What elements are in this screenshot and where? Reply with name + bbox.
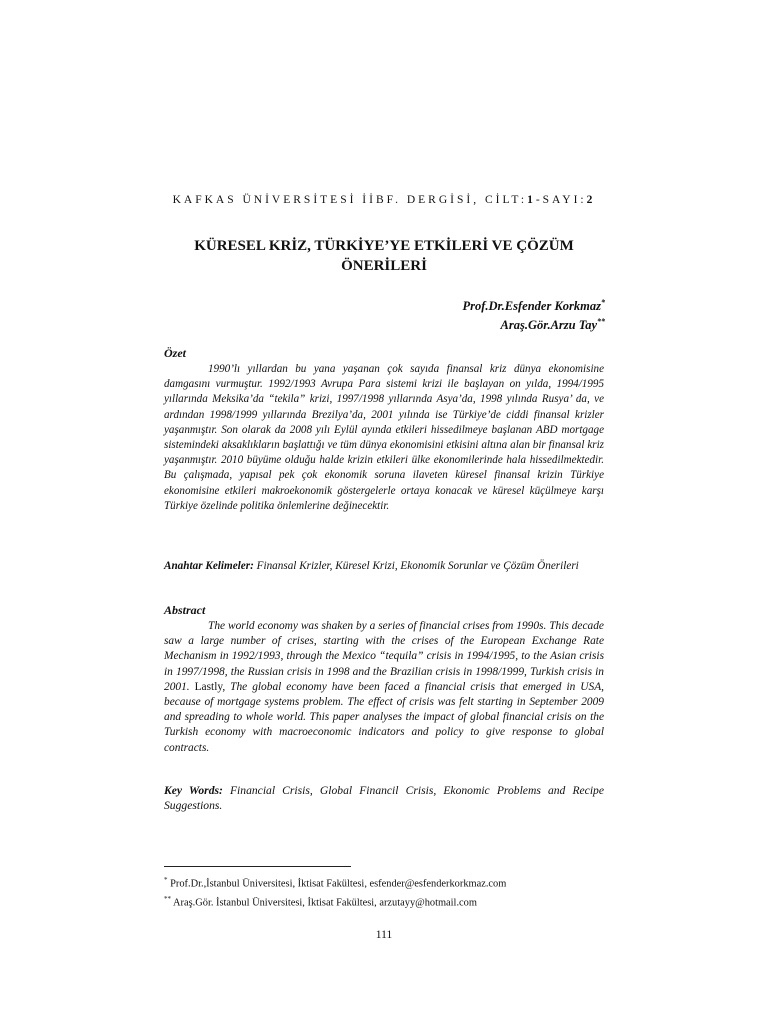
footnote-2 (164, 892, 604, 911)
journal-volume: 1 (527, 194, 536, 206)
footnote-2-mark: ** (164, 894, 171, 903)
article-title: KÜRESEL KRİZ, TÜRKİYE’YE ETKİLERİ VE ÇÖZÜM ÖNERİLERİ (194, 238, 574, 274)
anahtar-kelimeler-text: Finansal Krizler, Küresel Krizi, Ekonomik Sorunlar ve Çözüm Önerileri (253, 560, 579, 572)
footnote-2-text: Araş.Gör. İstanbul Üniversitesi, İktisat Fakültesi, arzutayy@hotmail.com (171, 897, 477, 909)
key-words-label: Key Words: (164, 784, 223, 797)
key-words (164, 783, 604, 814)
abstract-text-part-2: The global economy have been faced a financial crisis that emerged in USA, because of mortgage systems problem. The effect of crisis was felt starting in September 2009 and spreading to whole world. This paper analyses the impact of global financial crisis on the Turkish economy with macroeconomic indicators and policy to give response to global contracts. (164, 680, 604, 754)
ozet-paragraph (164, 362, 604, 514)
anahtar-kelimeler (164, 559, 604, 574)
footnote-1 (164, 873, 604, 892)
ozet-text: 1990’lı yıllardan bu yana yaşanan çok sayıda finansal kriz dünya ekonomisine damgasını vurmuştur. 1992/1993 Avrupa Para sistemi krizi ile başlayan on yılda, 1994/1995 yıllarında Meksika’da “tekila” krizi, 1997/1998 yıllarında Asya’da, 1998 yılında Rusya’ da, ve ardından 1998/1999 yıllarında Brezilya’da, 2001 yılında ise Türkiye’de ciddi finansal krizler yaşanmıştır. Son olarak da 2008 yılı Eylül ayında etkileri hissedilmeye başlanan ABD mortgage sistemindeki aksaklıkların başlattığı ve tüm dünya ekonomisini etkisini altına alan bir finansal kriz yaşanmıştır. 2010 büyüme olduğu halde krizin etkileri ülke ekonomilerinde hala hissedilmektedir. Bu çalışmada, yapısal pek çok ekonomik soruna ilaveten küresel finansal krizin Türkiye ekonomisine etkileri makroekonomik göstergelerle ortaya konacak ve küresel küçülmeye karşı Türkiye özelinde politika önlemlerine değinecektir. (164, 363, 604, 512)
footnote-divider (164, 866, 351, 867)
abstract-paragraph (164, 619, 604, 756)
footnotes (164, 873, 604, 911)
author-1: Prof.Dr.Esfender Korkmaz* (462, 298, 605, 314)
page-number: 111 (375, 929, 393, 941)
author-1-footnote-mark: * (601, 298, 605, 307)
author-block (462, 295, 605, 333)
abstract-text-upright: Lastly, (194, 680, 226, 693)
ozet-heading: Özet (164, 346, 186, 360)
abstract-heading: Abstract (164, 603, 206, 617)
footnote-1-mark: * (164, 876, 168, 884)
journal-name: KAFKAS ÜNİVERSİTESİ İİBF. DERGİSİ, CİLT: (172, 194, 528, 206)
footnote-1-text: Prof.Dr.,İstanbul Üniversitesi, İktisat Fakültesi, esfender@esfenderkorkmaz.com (167, 878, 507, 890)
journal-header (0, 194, 768, 206)
anahtar-kelimeler-label: Anahtar Kelimeler: (164, 560, 254, 572)
journal-issue: 2 (586, 194, 596, 206)
abstract-text-part-1: The world economy was shaken by a series of financial crises from 1990s. This decade saw a large number of crises, starting with the crises of the European Exchange Rate Mechanism in 1992/1993, through the Mexico “tequila” crisis in 1994/1995, to the Asian crisis in 1997/1998, the Russian crisis in 1998 and the Brazilian crisis in 1998/1999, Turkish crisis in 2001. (164, 620, 604, 693)
author-2-footnote-mark: ** (597, 317, 605, 327)
author-2: Araş.Gör.Arzu Tay** (500, 317, 605, 333)
key-words-text: Financial Crisis, Global Financil Crisis, Ekonomic Problems and Recipe Suggestions. (164, 784, 604, 813)
journal-issue-label: -SAYI: (535, 194, 587, 206)
